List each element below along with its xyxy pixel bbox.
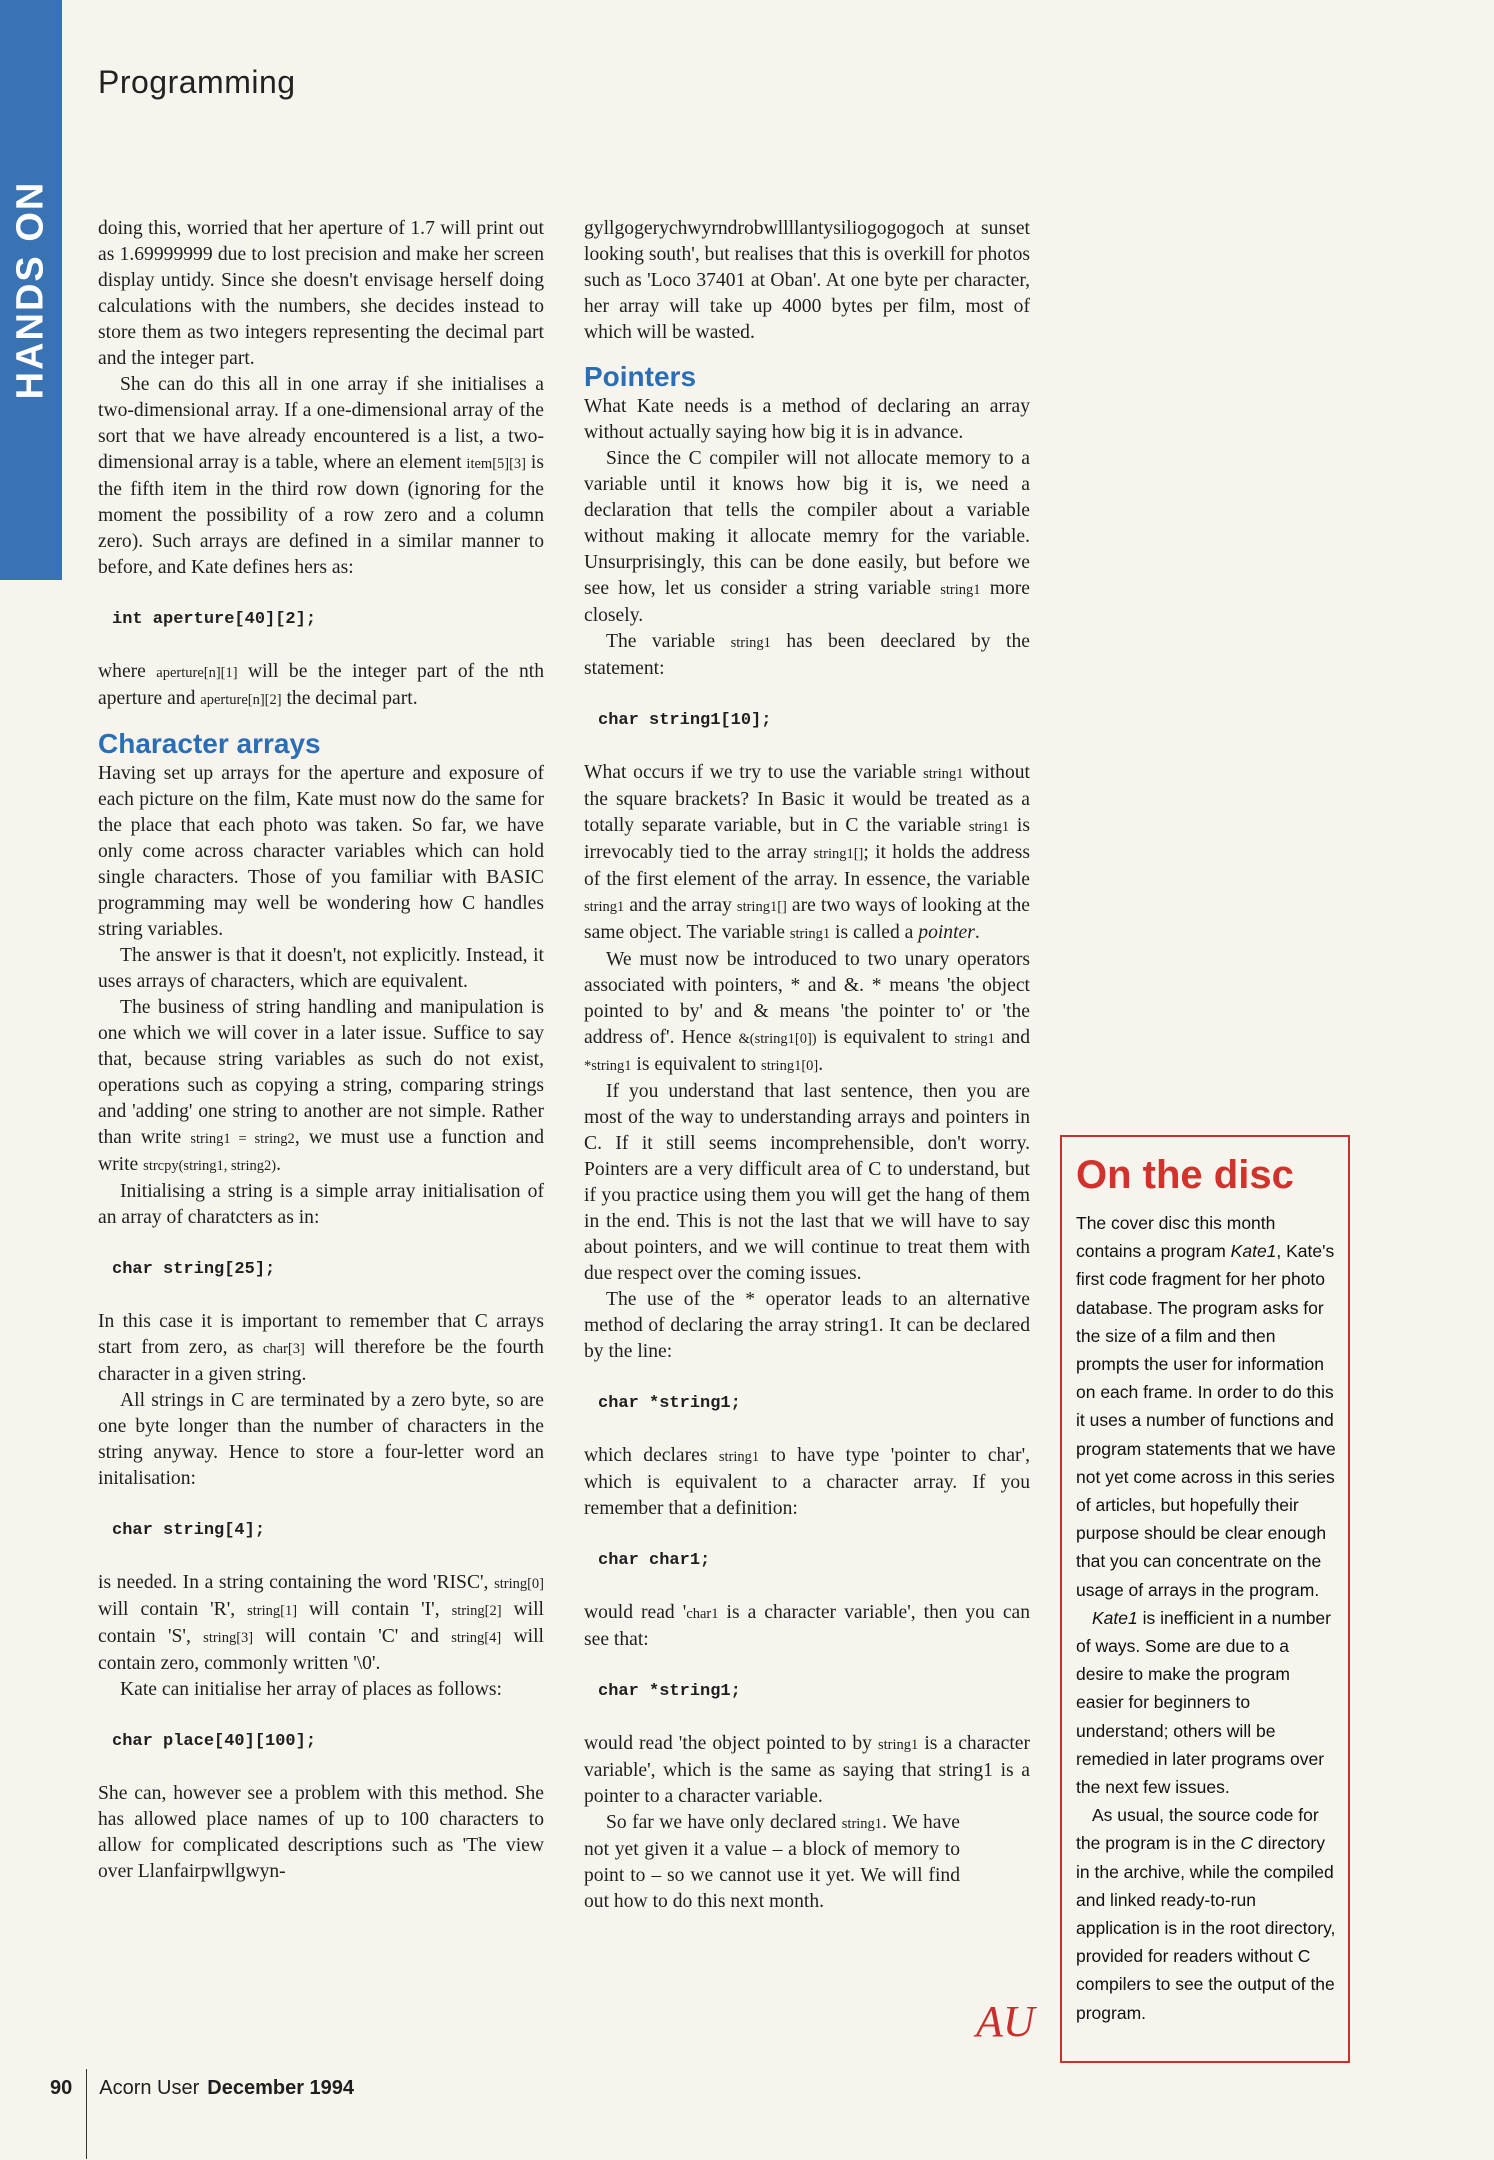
section-title: Programming bbox=[98, 64, 296, 100]
col1-paragraph-10: is needed. In a string containing the word 'RISC', string[0] will contain 'R', string[1] will contain 'I', string[2] will contain 'S', string[3] will contain 'C' and string[4] will contain zero, commonly written '\0'. bbox=[98, 1572, 544, 1674]
code-int-aperture: int aperture[40][2]; bbox=[112, 610, 317, 629]
col2-paragraph-10: would read 'char1 is a character variable', then you can see that: bbox=[584, 1602, 1031, 1650]
on-the-disc-paragraph-2: Kate1 is inefficient in a number of ways. Some are due to a desire to make the program easier for beginners to understand; others will be remedied in later programs over the next few issues. bbox=[1076, 1607, 1331, 1798]
code-char-string-4: char string[4]; bbox=[112, 1521, 266, 1540]
inline-code: item[5][3] bbox=[466, 456, 527, 472]
col1-paragraph-1: doing this, worried that her aperture of 1.7 will print out as 1.69999999 due to lost precision and make her screen display untidy. Since she doesn't envisage herself doing calculations with the numbers, she decides instead to store them as two integers representing the decimal part and the integer part. bbox=[98, 218, 544, 369]
heading-pointers: Pointers bbox=[584, 361, 697, 392]
inline-code: aperture[n][2] bbox=[200, 692, 282, 708]
code-char-pointer-string1: char *string1; bbox=[598, 1394, 741, 1413]
article-column-1 bbox=[98, 216, 544, 1885]
publication-name: Acorn User bbox=[99, 2076, 200, 2099]
hands-on-band bbox=[0, 0, 62, 580]
col2-paragraph-6: We must now be introduced to two unary operators associated with pointers, * and &. * means 'the object pointed to by' and & means 'the pointer to' or 'the address of'. Hence &(string1[0]) is equivalent to string1 and *string1 is equivalent to string1[0]. bbox=[584, 949, 1030, 1075]
on-the-disc-box bbox=[1060, 1135, 1350, 2063]
code-char-place: char place[40][100]; bbox=[112, 1732, 317, 1751]
col1-paragraph-6: The business of string handling and manipulation is one which we will cover in a later issue. Suffice to say that, because string variables as such do not exist, operations such as copying a string, comparing strings and 'adding' one string to another are not simple. Rather than write string1 = string2, we must use a function and write strcpy(string1, string2). bbox=[98, 997, 544, 1175]
col1-paragraph-5: The answer is that it doesn't, not explicitly. Instead, it uses arrays of characters, which are equivalent. bbox=[98, 945, 544, 992]
inline-code: char[3] bbox=[262, 1341, 305, 1357]
col2-paragraph-12: So far we have only declared string1. We have not yet given it a value – a block of memory to point to – so we cannot use it yet. We will find out how to do this next month. bbox=[584, 1812, 960, 1912]
col2-paragraph-3: Since the C compiler will not allocate memory to a variable until it knows how big it is, we need a declaration that tells the compiler about a variable without making it allocate memry for the variable. Unsurprisingly, this can be done easily, but before we see how, let us consider a string variable string1 more closely. bbox=[584, 448, 1030, 626]
article-column-2 bbox=[584, 216, 1030, 1915]
on-the-disc-title: On the disc bbox=[1076, 1153, 1294, 1197]
col2-paragraph-7: If you understand that last sentence, then you are most of the way to understanding arrays and pointers in C. If it still seems incomprehensible, don't worry. Pointers are a very difficult area of C to understand, but if you practice using them you will get the hang of them in the end. This is not the last that we will have to say about pointers, and we will continue to treat them with due respect over the coming issues. bbox=[584, 1081, 1030, 1284]
code-char-string-25: char string[25]; bbox=[112, 1260, 276, 1279]
page-number: 90 bbox=[50, 2076, 73, 2099]
on-the-disc-paragraph-3: As usual, the source code for the program is in the C directory in the archive, while the compiled and linked ready-to-run application is in the root directory, provided for readers without C compilers to see the output of the program. bbox=[1076, 1805, 1336, 2023]
code-char-pointer-string1-b: char *string1; bbox=[598, 1682, 741, 1701]
issue-date: December 1994 bbox=[207, 2076, 355, 2099]
col2-paragraph-1: gyllgogerychwyrndrobwllllantysiliogogogoch at sunset looking south', but realises that this is overkill for photos such as 'Loco 37401 at Oban'. At one byte per character, her array will take up 4000 bytes per film, most of which will be wasted. bbox=[584, 218, 1030, 343]
col2-paragraph-4: The variable string1 has been deeclared by the statement: bbox=[584, 631, 1030, 679]
col1-paragraph-9: All strings in C are terminated by a zero byte, so are one byte longer than the number of characters in the string anyway. Hence to store a four-letter word an initalisation: bbox=[98, 1390, 544, 1489]
col1-paragraph-8: In this case it is important to remember that C arrays start from zero, as char[3] will therefore be the fourth character in a given string. bbox=[98, 1311, 544, 1385]
col2-paragraph-9: which declares string1 to have type 'pointer to char', which is equivalent to a character array. If you remember that a definition: bbox=[584, 1445, 1030, 1519]
hands-on-label: HANDS ON bbox=[9, 180, 52, 400]
inline-code: strcpy(string1, string2) bbox=[143, 1158, 277, 1174]
on-the-disc-paragraph-1: The cover disc this month contains a program Kate1, Kate's first code fragment for her photo database. The program asks for the size of a film and then prompts the user for information on each frame. In order to do this it uses a number of functions and program statements that we have not yet come across in this series of articles, but hopefully their purpose should be clear enough that you can concentrate on the usage of arrays in the program. bbox=[1076, 1213, 1336, 1600]
col1-paragraph-12: She can, however see a problem with this method. She has allowed place names of up to 100 characters to allow for complicated descriptions such as 'The view over Llanfairpwllgwyn- bbox=[98, 1783, 544, 1882]
col1-paragraph-2: She can do this all in one array if she initialises a two-dimensional array. If a one-dimensional array of the sort that we have already encountered is a list, a two-dimensional array is a table, where an element item[5][3] is the fifth item in the third row down (ignoring for the moment the possibility of a row zero and a column zero). Such arrays are defined in a similar manner to before, and Kate defines hers as: bbox=[98, 374, 544, 578]
footer-divider bbox=[86, 2069, 87, 2159]
col1-paragraph-4: Having set up arrays for the aperture and exposure of each picture on the film, Kate must now do the same for the place that each photo was taken. So far, we have only come across character variables which can hold single characters. Those of you familiar with BASIC programming may well be wondering how C handles string variables. bbox=[98, 763, 544, 940]
col1-paragraph-7: Initialising a string is a simple array initialisation of an array of charatcters as in: bbox=[98, 1181, 544, 1228]
col2-paragraph-8: The use of the * operator leads to an alternative method of declaring the array string1. It can be declared by the line: bbox=[584, 1289, 1030, 1362]
code-char-string1-10: char string1[10]; bbox=[598, 711, 772, 730]
col2-paragraph-2: What Kate needs is a method of declaring an array without actually saying how big it is in advance. bbox=[584, 396, 1030, 443]
acorn-user-logo: AU bbox=[976, 1997, 1035, 2046]
inline-code: aperture[n][1] bbox=[156, 665, 238, 681]
col2-paragraph-11: would read 'the object pointed to by string1 is a character variable', which is the same as saying that string1 is a pointer to a character variable. bbox=[584, 1733, 1030, 1807]
col1-paragraph-11: Kate can initialise her array of places as follows: bbox=[120, 1679, 502, 1700]
code-char-char1: char char1; bbox=[598, 1551, 711, 1570]
inline-code: string1 = string2 bbox=[190, 1131, 295, 1147]
heading-character-arrays: Character arrays bbox=[98, 728, 321, 759]
page-footer bbox=[50, 2070, 354, 2106]
col2-paragraph-5: What occurs if we try to use the variable string1 without the square brackets? In Basic it would be treated as a totally separate variable, but in C the variable string1 is irrevocably tied to the array string1[]; it holds the address of the first element of the array. In essence, the variable string1 and the array string1[] are two ways of looking at the same object. The variable string1 is called a pointer. bbox=[584, 762, 1031, 943]
col1-paragraph-3: where aperture[n][1] will be the integer part of the nth aperture and aperture[n][2] the decimal part. bbox=[98, 661, 544, 709]
